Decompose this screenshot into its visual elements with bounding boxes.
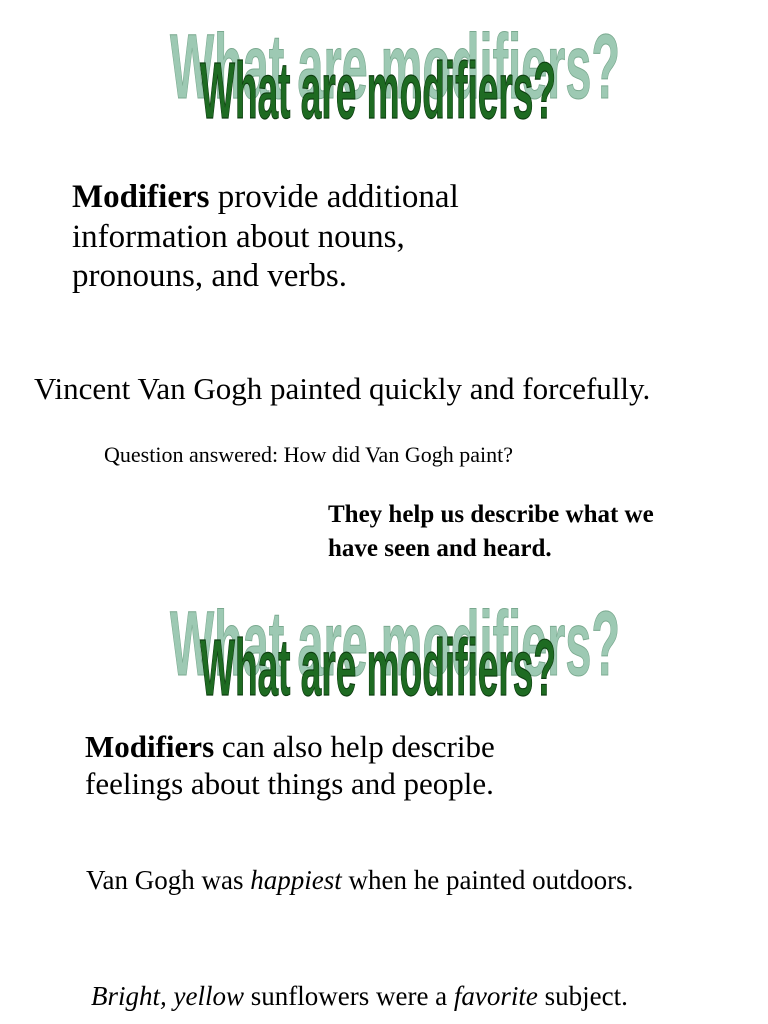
bold-note-line2: have seen and heard.	[328, 534, 552, 562]
slide-1-title-shadow: What are modifiers?	[170, 16, 620, 118]
definition-line2: feelings about things and people.	[85, 766, 494, 802]
example2-italic2: favorite	[453, 981, 538, 1011]
slide-1-title	[0, 0, 768, 140]
slide-1-example-sentence: Vincent Van Gogh painted quickly and forcefully.	[34, 371, 651, 406]
slide-1-title-wordart	[0, 0, 768, 140]
slide-2	[0, 512, 768, 1024]
slide-2-definition	[85, 728, 555, 802]
definition-line1: can also help describe	[214, 729, 495, 764]
slide-2-example-sunflowers	[91, 980, 628, 1012]
slide-2-example-happiest	[86, 864, 633, 896]
definition-line1: provide additional	[209, 179, 459, 215]
slide-2-title-wordart	[0, 577, 768, 717]
slide-1-definition	[72, 178, 512, 297]
definition-line2: information about nouns,	[72, 218, 405, 255]
definition-line3: pronouns, and verbs.	[72, 258, 347, 295]
slide-1-title-text: What are modifiers?	[200, 46, 556, 135]
example2-after: subject.	[537, 981, 628, 1011]
example2-middle: sunflowers were a	[243, 981, 454, 1011]
slide-2-title-shadow: What are modifiers?	[170, 593, 620, 695]
slide-2-title-text: What are modifiers?	[200, 623, 556, 712]
example2-italic1: Bright, yellow	[91, 981, 244, 1011]
slide-2-title	[0, 577, 768, 717]
example1-after: when he painted outdoors.	[341, 865, 634, 895]
slide-1-question-answered: Question answered: How did Van Gogh paint?	[104, 442, 513, 467]
definition-term: Modifiers	[72, 179, 210, 215]
definition-term: Modifiers	[85, 729, 215, 764]
example1-before: Van Gogh was	[86, 865, 251, 895]
example1-italic: happiest	[250, 865, 342, 895]
bold-note-line1: They help us describe what we	[328, 501, 654, 528]
